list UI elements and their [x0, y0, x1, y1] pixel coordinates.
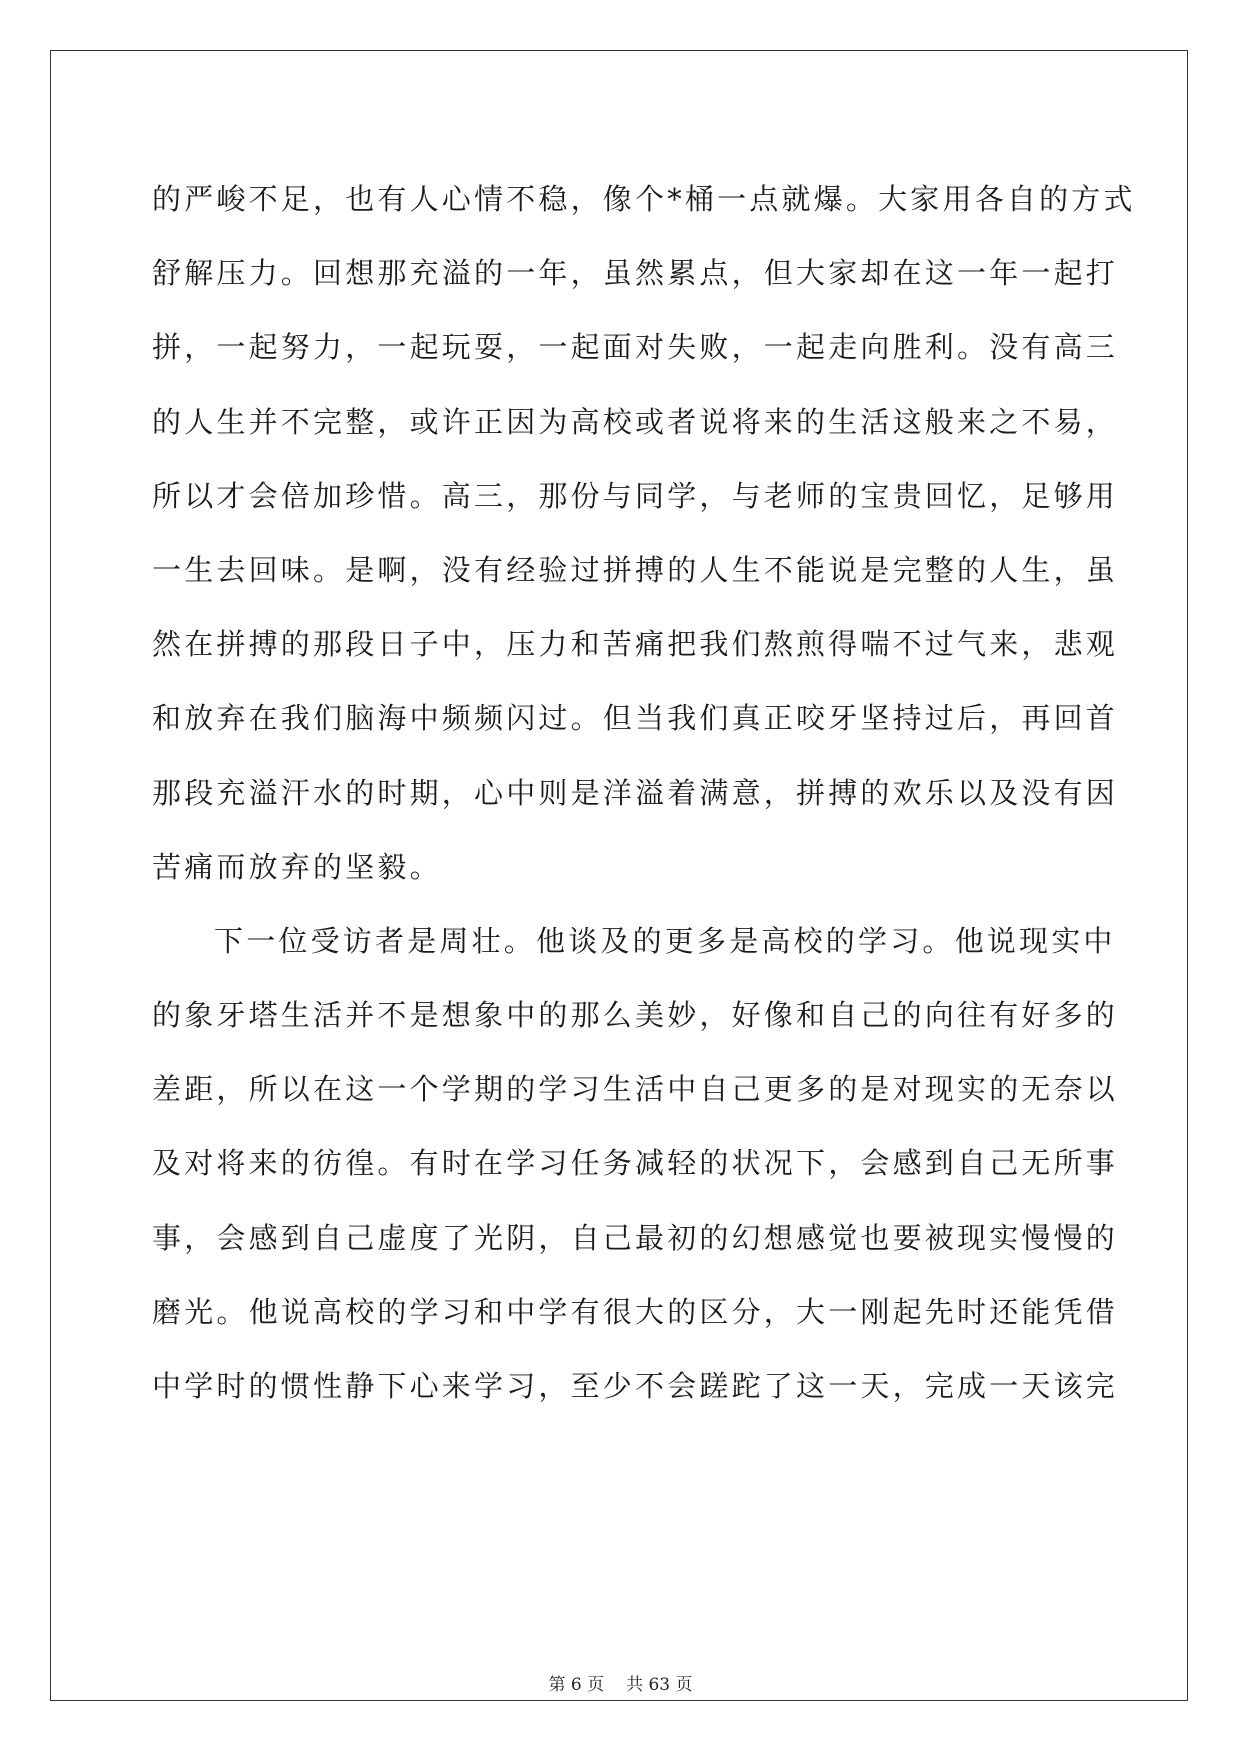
text-line: 差距，所以在这一个学期的学习生活中自己更多的是对现实的无奈以: [152, 1072, 1119, 1107]
page-number: 第 6 页: [548, 1675, 605, 1695]
text-line: 的象牙塔生活并不是想象中的那么美妙，好像和自己的向往有好多的: [152, 998, 1119, 1033]
page-total: 共 63 页: [626, 1675, 693, 1695]
paragraph-1: [152, 162, 1136, 904]
text-line: 舒解压力。回想那充溢的一年，虽然累点，但大家却在这一年一起打: [152, 256, 1119, 291]
text-line: 那段充溢汗水的时期，心中则是洋溢着满意，拼搏的欢乐以及没有因: [152, 775, 1119, 810]
text-line: 及对将来的彷徨。有时在学习任务减轻的状况下，会感到自己无所事: [152, 1146, 1119, 1181]
text-line: 然在拼搏的那段日子中，压力和苦痛把我们熬煎得喘不过气来，悲观: [152, 627, 1119, 662]
text-line: 拼，一起努力，一起玩耍，一起面对失败，一起走向胜利。没有高三: [152, 330, 1119, 365]
text-line: 苦痛而放弃的坚毅。: [152, 849, 442, 884]
text-line: 的人生并不完整，或许正因为高校或者说将来的生活这般来之不易，: [152, 404, 1119, 439]
text-line: 磨光。他说高校的学习和中学有很大的区分，大一刚起先时还能凭借: [152, 1294, 1119, 1329]
document-body: [152, 162, 1136, 1423]
page-footer: [0, 1670, 1241, 1695]
text-line: 和放弃在我们脑海中频频闪过。但当我们真正咬牙坚持过后，再回首: [152, 701, 1119, 736]
text-line: 的严峻不足，也有人心情不稳，像个*桶一点就爆。大家用各自的方式: [152, 182, 1136, 216]
paragraph-2: [152, 904, 1119, 1423]
text-line: 所以才会倍加珍惜。高三，那份与同学，与老师的宝贵回忆，足够用: [152, 478, 1119, 513]
text-line: 中学时的惯性静下心来学习，至少不会蹉跎了这一天，完成一天该完: [152, 1369, 1119, 1403]
text-line-indented: 下一位受访者是周壮。他谈及的更多是高校的学习。他说现实中: [214, 923, 1116, 958]
text-line: 事，会感到自己虚度了光阴，自己最初的幻想感觉也要被现实慢慢的: [152, 1220, 1119, 1255]
text-line: 一生去回味。是啊，没有经验过拼搏的人生不能说是完整的人生，虽: [152, 552, 1119, 587]
